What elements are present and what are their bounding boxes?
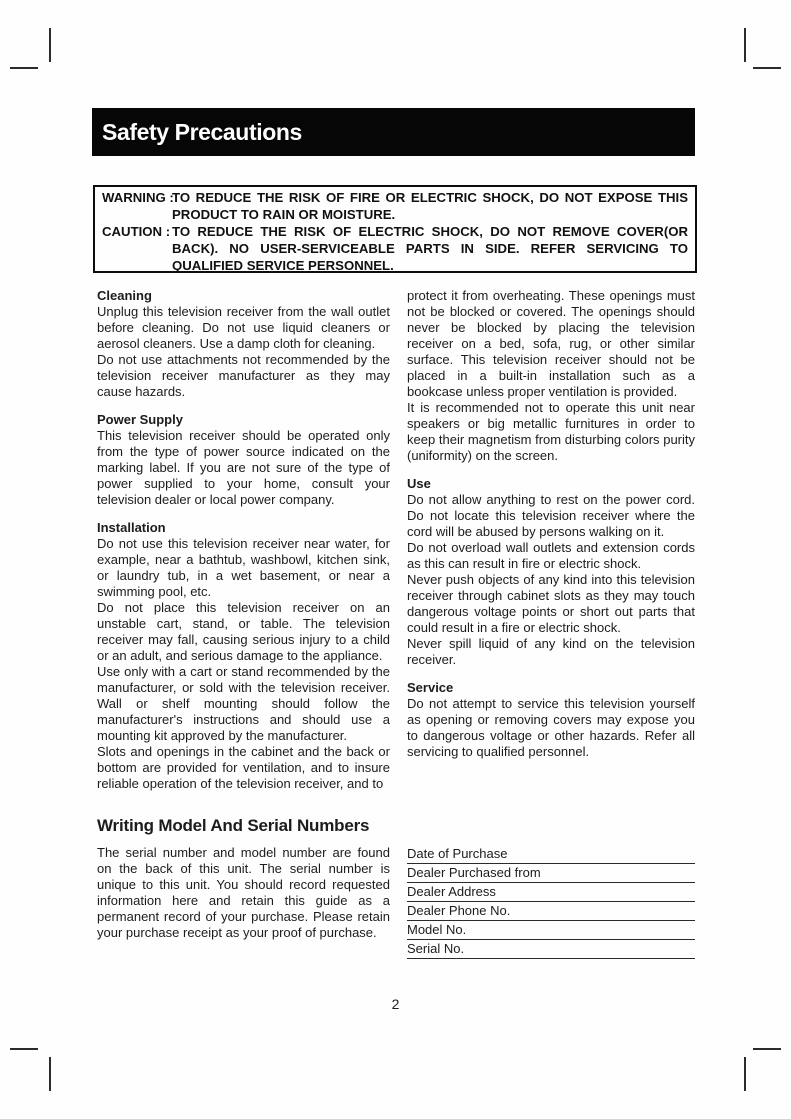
body-columns [97,288,695,792]
form-row-dealer-purchased-from [407,864,695,883]
page-title-bar [92,108,695,156]
service-paragraph: Do not attempt to service this television yourself as opening or removing covers may expose you to dangerous voltage or other hazards. Refer all servicing to qualified personnel. [407,696,695,759]
caution-text: TO REDUCE THE RISK OF ELECTRIC SHOCK, DO NOT REMOVE COVER(OR BACK). NO USER-SERVICEABLE PARTS IN SIDE. REFER SERVICING TO QUALIFIED SERVICE PERSONNEL. [172,224,688,273]
crop-mark-bottom-left-horizontal [10,1048,38,1050]
installation-heading: Installation [97,520,166,535]
crop-mark-bottom-left-vertical [49,1057,51,1091]
installation-paragraph: Slots and openings in the cabinet and the back or bottom are provided for ventilation, and to insure reliable operation of the television receiver, and to [97,744,390,791]
page-title: Safety Precautions [102,118,302,145]
form-label: Dealer Phone No. [407,903,511,918]
use-paragraph: Do not overload wall outlets and extension cords as this can result in fire or electric shock. [407,540,695,571]
form-row-date-of-purchase [407,845,695,864]
caution-row [102,223,688,274]
caution-label: CAUTION : [102,224,171,239]
form-label: Model No. [407,922,467,937]
right-column [407,288,695,792]
form-label: Dealer Purchased from [407,865,541,880]
installation-continued-paragraph: It is recommended not to operate this unit near speakers or big metallic furnitures in order to keep their magnetism from disturbing colors purity (uniformity) on the screen. [407,400,695,463]
installation-paragraph: Use only with a cart or stand recommended by the manufacturer, or sold with the television receiver. Wall or shelf mounting should follow the manufacturer's instructions and should use a mounting kit approved by the manufacturer. [97,664,390,743]
cleaning-paragraph: Unplug this television receiver from the wall outlet before cleaning. Do not use liquid cleaners or aerosol cleaners. Use a damp cloth for cleaning. [97,304,390,351]
crop-mark-top-left-vertical [49,28,51,62]
cleaning-paragraph: Do not use attachments not recommended by the television receiver manufacturer as they may cause hazards. [97,352,390,399]
writing-section-heading: Writing Model And Serial Numbers [97,816,370,835]
form-row-dealer-address [407,883,695,902]
warning-caution-box [93,185,697,273]
service-heading: Service [407,680,454,695]
use-heading: Use [407,476,431,491]
power-supply-paragraph: This television receiver should be operated only from the type of power source indicated on the marking label. If you are not sure of the type of power supplied to your home, consult your television dealer or local power company. [97,428,390,507]
page-number: 2 [391,996,400,1012]
crop-mark-top-left-horizontal [10,67,38,69]
writing-model-serial-section [97,816,695,959]
writing-paragraph-column [97,845,390,959]
crop-mark-top-right-vertical [744,28,746,62]
form-label: Dealer Address [407,884,496,899]
crop-mark-top-right-horizontal [753,67,781,69]
installation-paragraph: Do not use this television receiver near water, for example, near a bathtub, washbowl, kitchen sink, or laundry tub, in a wet basement, or near a swimming pool, etc. [97,536,390,599]
warning-text: TO REDUCE THE RISK OF FIRE OR ELECTRIC SHOCK, DO NOT EXPOSE THIS PRODUCT TO RAIN OR MOISTURE. [172,190,688,222]
form-row-model-no [407,921,695,940]
purchase-record-form [407,845,695,959]
form-row-serial-no [407,940,695,959]
power-supply-heading: Power Supply [97,412,183,427]
left-column [97,288,390,792]
installation-paragraph: Do not place this television receiver on an unstable cart, stand, or table. The television receiver may fall, causing serious injury to a child or an adult, and serious damage to the appliance. [97,600,390,663]
form-label: Serial No. [407,941,465,956]
use-paragraph: Never push objects of any kind into this television receiver through cabinet slots as they may touch dangerous voltage points or short out parts that could result in a fire or electric shock. [407,572,695,635]
use-paragraph: Do not allow anything to rest on the power cord. Do not locate this television receiver where the cord will be abused by persons walking on it. [407,492,695,539]
warning-row [102,189,688,223]
form-label: Date of Purchase [407,846,508,861]
warning-label: WARNING : [102,190,174,205]
writing-paragraph: The serial number and model number are found on the back of this unit. The serial number is unique to this unit. You should record requested information here and retain this guide as a permanent record of your purchase. Please retain your purchase receipt as your proof of purchase. [97,845,390,940]
crop-mark-bottom-right-vertical [744,1057,746,1091]
cleaning-heading: Cleaning [97,288,152,303]
writing-columns [97,845,695,959]
installation-continued-paragraph: protect it from overheating. These openings must not be blocked or covered. The openings should never be blocked by placing the television receiver on a bed, sofa, rug, or other similar surface. This television receiver should not be placed in a built-in installation such as a bookcase unless proper ventilation is provided. [407,288,695,399]
use-paragraph: Never spill liquid of any kind on the television receiver. [407,636,695,667]
form-row-dealer-phone-no [407,902,695,921]
crop-mark-bottom-right-horizontal [753,1048,781,1050]
